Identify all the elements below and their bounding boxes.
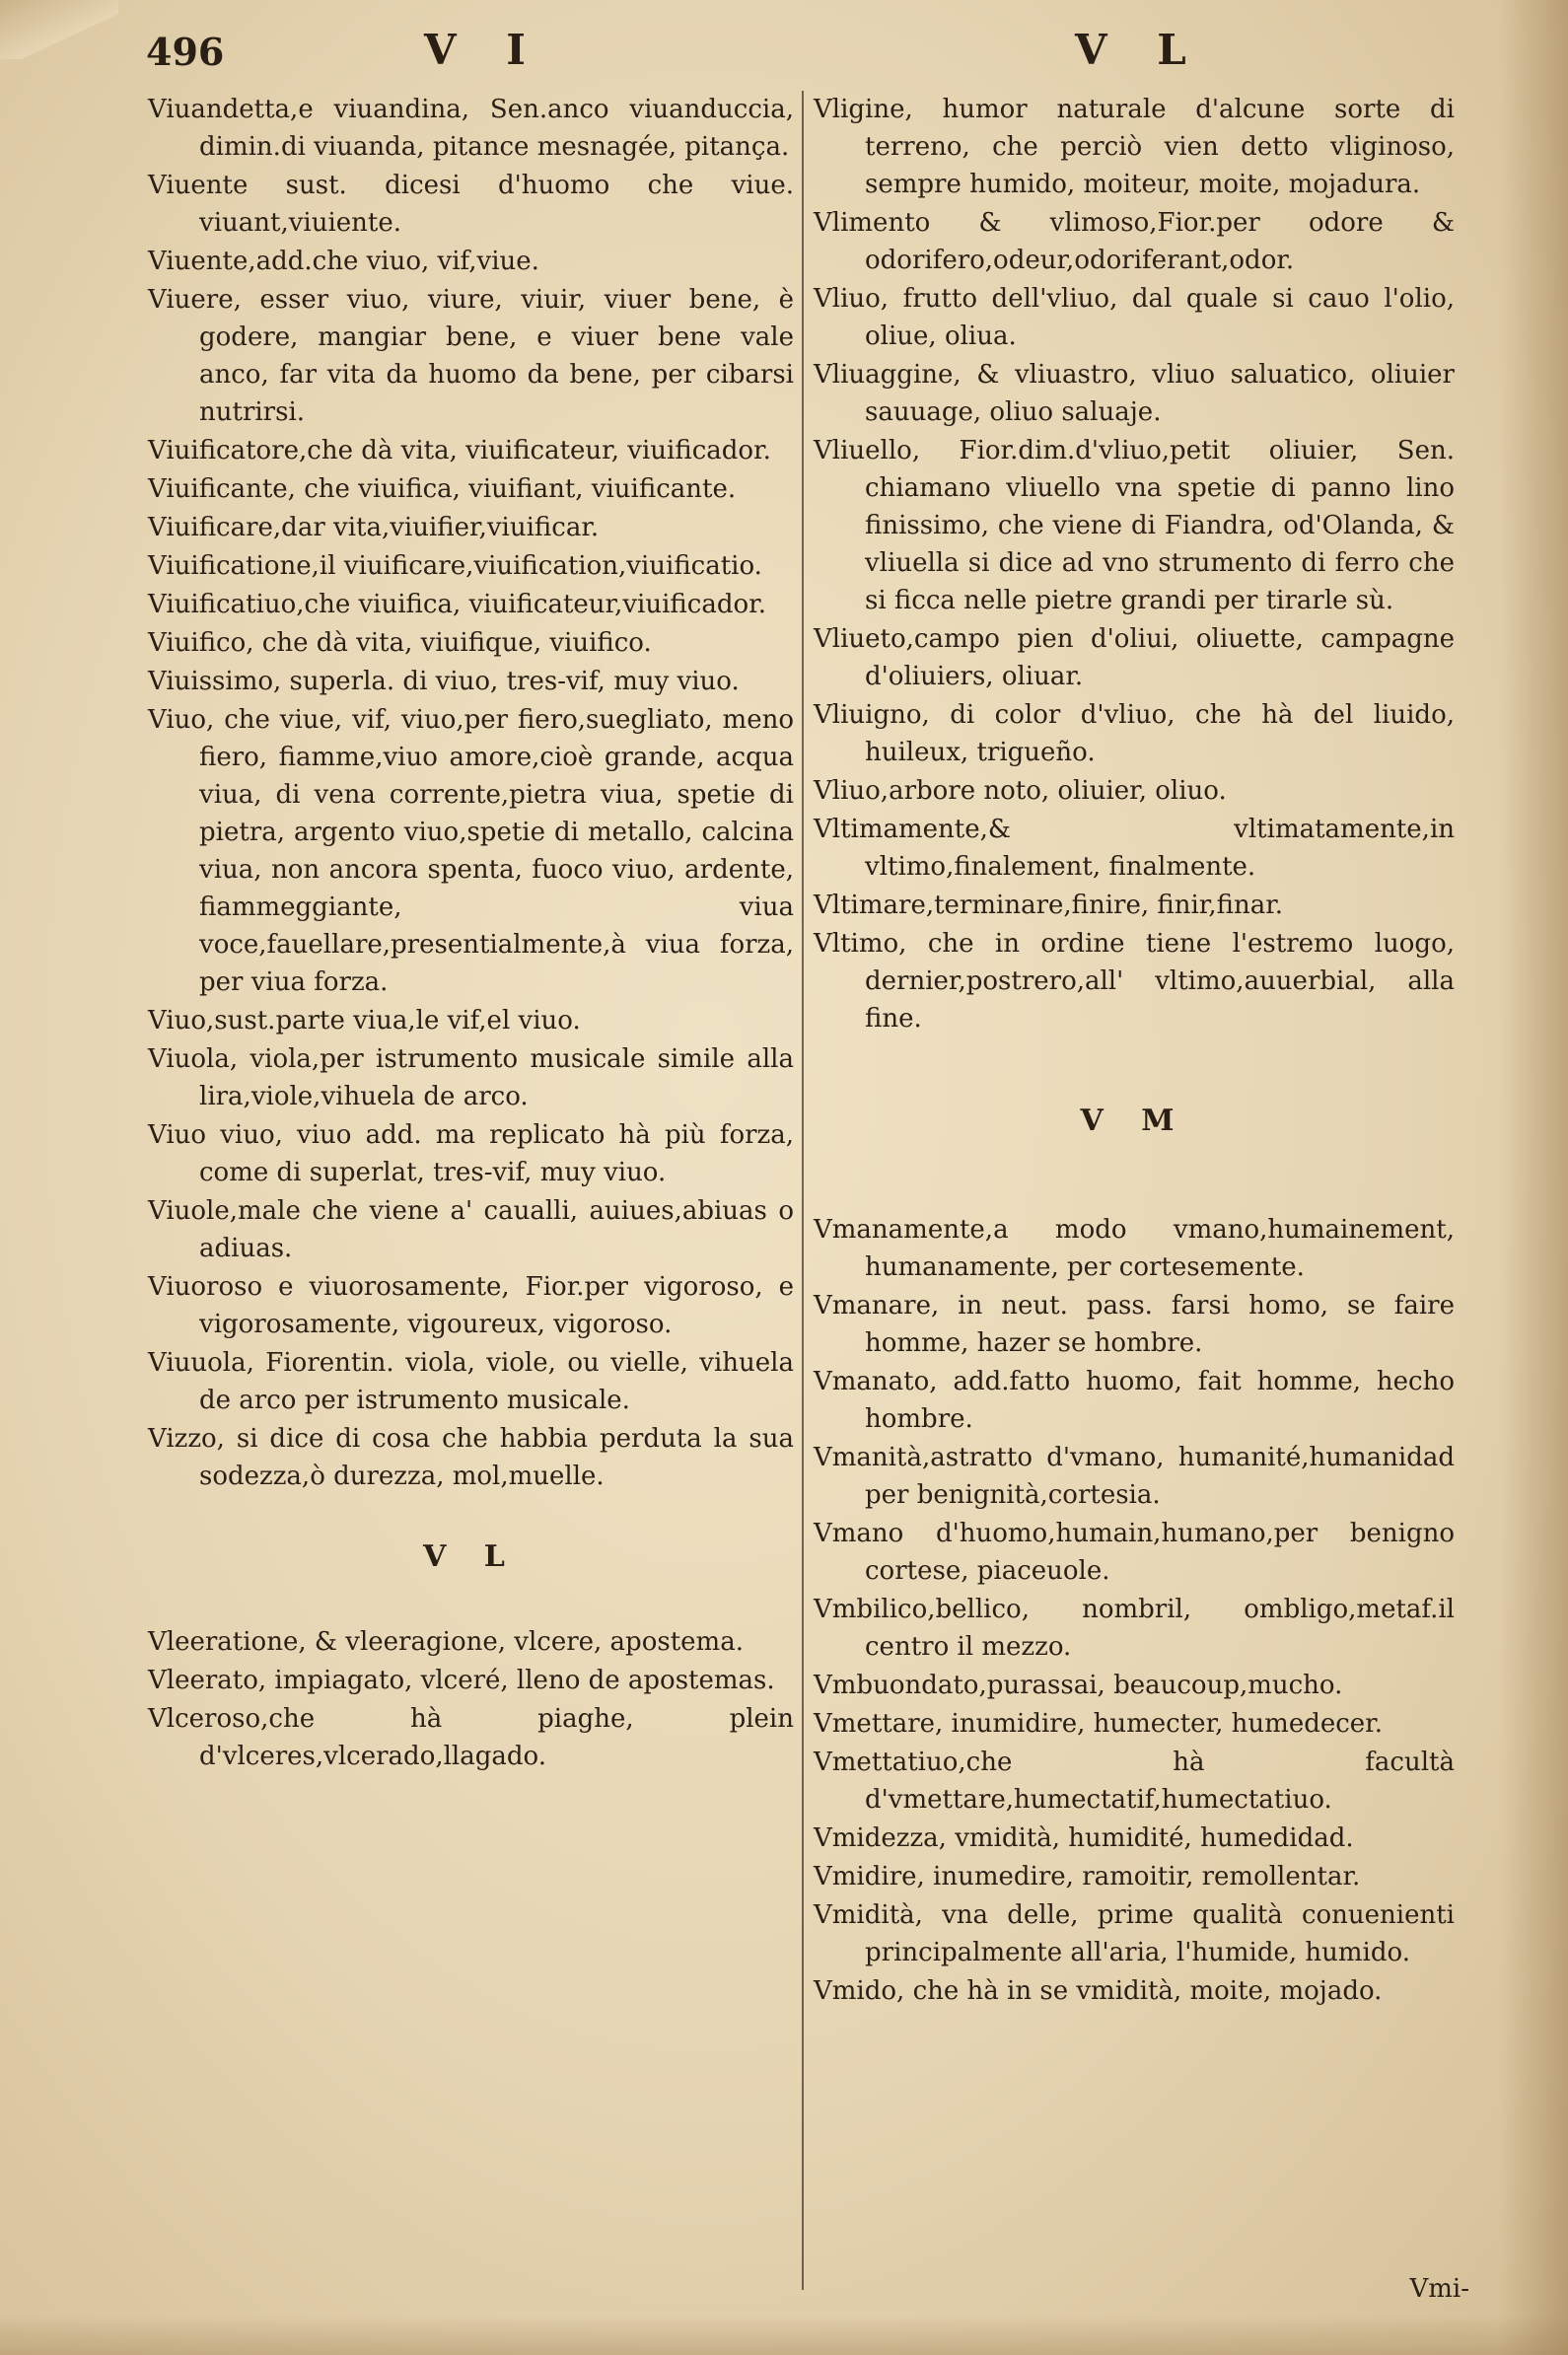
page-corner-fold: [0, 0, 118, 59]
dictionary-entry: Vmanità,astratto d'vmano, humanité,humanidad per benignità,cortesia.: [814, 1443, 1455, 1510]
dictionary-entry: Vmanamente,a modo vmano,humainement, humanamente, per cortesemente.: [814, 1215, 1455, 1282]
dictionary-entry: Vltimare,terminare,finire, finir,finar.: [814, 891, 1284, 920]
dictionary-entry: Vlceroso,che hà piaghe, plein d'vlceres,vlcerado,llagado.: [148, 1704, 794, 1771]
dictionary-entry: Viuificatore,che dà vita, viuificateur, viuificador.: [148, 436, 771, 465]
dictionary-entry: Vleeratione, & vleeragione, vlcere, apostema.: [148, 1627, 744, 1657]
dictionary-entry: Viuandetta,e viuandina, Sen.anco viuanduccia, dimin.di viuanda, pitance mesnagée, pitança.: [148, 95, 794, 162]
dictionary-entry: Viuo,sust.parte viua,le vif,el viuo.: [148, 1006, 581, 1035]
dictionary-entry: Vltimamente,& vltimatamente,in vltimo,finalement, finalmente.: [814, 815, 1455, 882]
dictionary-entry: Viuissimo, superla. di viuo, tres-vif, muy viuo.: [148, 667, 740, 696]
dictionary-entry: Vmidezza, vmidità, humidité, humedidad.: [814, 1823, 1354, 1853]
dictionary-entry: Vmido, che hà in se vmidità, moite, mojado.: [814, 1976, 1383, 2006]
dictionary-entry: Viuifico, che dà vita, viuifique, viuifico.: [148, 628, 652, 658]
left-entries-after: [148, 1623, 794, 1775]
right-entries: [814, 91, 1455, 1037]
dictionary-entry: Vmettare, inumidire, humecter, humedecer.: [814, 1709, 1384, 1739]
dictionary-entry: Viuuola, Fiorentin. viola, viole, ou vielle, vihuela de arco per istrumento musicale.: [148, 1348, 794, 1415]
page-bottom-shadow: [0, 2316, 1568, 2355]
dictionary-entry: Vmbilico,bellico, nombril, ombligo,metaf.il centro il mezzo.: [814, 1595, 1455, 1662]
dictionary-entry: Vmidità, vna delle, prime qualità conuenienti principalmente all'aria, l'humide, humido.: [814, 1900, 1455, 1967]
right-column: [814, 91, 1455, 2011]
dictionary-entry: Viuere, esser viuo, viure, viuir, viuer bene, è godere, mangiar bene, e viuer bene vale anco, far vita da huomo da bene, per cibarsi nutrirsi.: [148, 285, 794, 427]
dictionary-entry: Vliuigno, di color d'vliuo, che hà del liuido, huileux, trigueño.: [814, 700, 1455, 767]
dictionary-entry: Vleerato, impiagato, vlceré, lleno de apostemas.: [148, 1666, 775, 1695]
dictionary-entry: Viuola, viola,per istrumento musicale simile alla lira,viole,vihuela de arco.: [148, 1044, 794, 1111]
dictionary-entry: Viuificatiuo,che viuifica, viuificateur,viuificador.: [148, 590, 766, 619]
running-head-right: V L: [1075, 26, 1204, 74]
right-entries-after: [814, 1211, 1455, 2010]
dictionary-entry: Vmanato, add.fatto huomo, fait homme, hecho hombre.: [814, 1367, 1455, 1434]
dictionary-entry: Viuo viuo, viuo add. ma replicato hà più forza, come di superlat, tres-vif, muy viuo.: [148, 1120, 794, 1187]
dictionary-entry: Vliuaggine, & vliuastro, vliuo saluatico, oliuier sauuage, oliuo saluaje.: [814, 360, 1455, 427]
dictionary-entry: Viuificatione,il viuificare,viuification,viuificatio.: [148, 551, 762, 581]
dictionary-entry: Vliuo,arbore noto, oliuier, oliuo.: [814, 776, 1227, 806]
dictionary-entry: Vmettatiuo,che hà facultà d'vmettare,humectatif,humectatiuo.: [814, 1748, 1455, 1815]
left-column: [148, 91, 794, 1776]
dictionary-entry: Viuoroso e viuorosamente, Fior.per vigoroso, e vigorosamente, vigoureux, vigoroso.: [148, 1272, 794, 1339]
page-edge-shadow: [1499, 0, 1568, 2355]
dictionary-entry: Vligine, humor naturale d'alcune sorte di terreno, che perciò vien detto vliginoso, sempre humido, moiteur, moite, mojadura.: [814, 95, 1455, 199]
left-entries: [148, 91, 794, 1495]
dictionary-entry: Vliueto,campo pien d'oliui, oliuette, campagne d'oliuiers, oliuar.: [814, 624, 1455, 691]
catchword: Vmi-: [1409, 2274, 1469, 2304]
section-heading-vm: V M: [1080, 1104, 1188, 1138]
dictionary-entry: Vmano d'huomo,humain,humano,per benigno cortese, piaceuole.: [814, 1519, 1455, 1586]
dictionary-entry: Vmbuondato,purassai, beaucoup,mucho.: [814, 1671, 1343, 1700]
dictionary-entry: Vlimento & vlimoso,Fior.per odore & odorifero,odeur,odoriferant,odor.: [814, 208, 1455, 275]
dictionary-entry: Vmanare, in neut. pass. farsi homo, se faire homme, hazer se hombre.: [814, 1291, 1455, 1358]
dictionary-entry: Viuole,male che viene a' caualli, auiues,abiuas o adiuas.: [148, 1196, 794, 1263]
dictionary-entry: Viuificare,dar vita,viuifier,viuificar.: [148, 513, 600, 542]
dictionary-entry: Viuente sust. dicesi d'huomo che viue. viuant,viuiente.: [148, 171, 794, 238]
dictionary-entry: Vliuello, Fior.dim.d'vliuo,petit oliuier, Sen. chiamano vliuello vna spetie di panno lino finissimo, che viene di Fiandra, od'Olanda, & vliuella si dice ad vno strumento di ferro che si ficca nelle pietre grandi per tirarle sù.: [814, 436, 1455, 615]
column-divider: [802, 91, 804, 2290]
dictionary-entry: Viuificante, che viuifica, viuifiant, viuificante.: [148, 474, 737, 504]
dictionary-entry: Vmidire, inumedire, ramoitir, remollentar.: [814, 1862, 1361, 1891]
dictionary-entry: Viuo, che viue, vif, viuo,per fiero,suegliato, meno fiero, fiamme,viuo amore,cioè grande, acqua viua, di vena corrente,pietra viua, spetie di pietra, argento viuo,spetie di metallo, calcina viua, non ancora spenta, fuoco viuo, ardente, fiammeggiante, viua voce,fauellare,presentialmente,à viua forza, per viua forza.: [148, 705, 794, 997]
dictionary-entry: Vliuo, frutto dell'vliuo, dal quale si cauo l'olio, oliue, oliua.: [814, 284, 1455, 351]
dictionary-entry: Vizzo, si dice di cosa che habbia perduta la sua sodezza,ò durezza, mol,muelle.: [148, 1424, 794, 1491]
page-number: 496: [146, 30, 225, 74]
running-head-left: V I: [424, 26, 543, 74]
dictionary-entry: Viuente,add.che viuo, vif,viue.: [148, 247, 539, 276]
dictionary-entry: Vltimo, che in ordine tiene l'estremo luogo, dernier,postrero,all' vltimo,auuerbial, alla fine.: [814, 929, 1455, 1034]
section-heading-vl: V L: [423, 1539, 519, 1574]
